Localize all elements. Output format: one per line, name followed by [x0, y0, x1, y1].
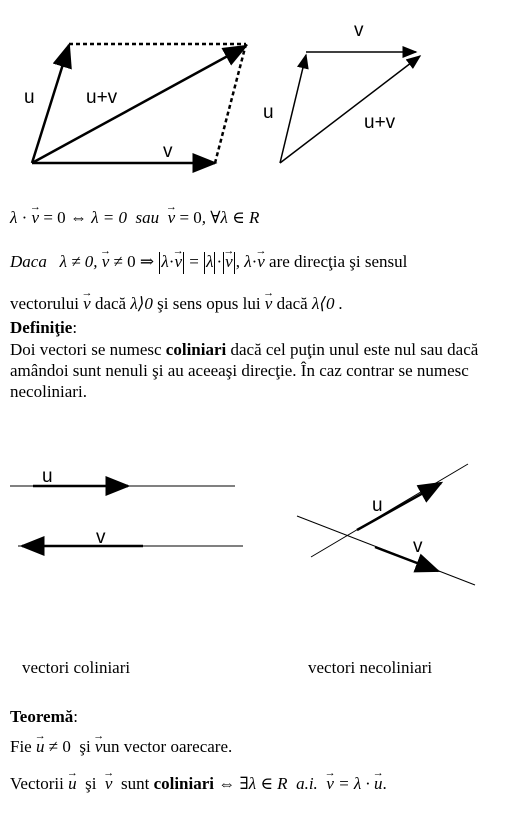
- noncollinear-v-arrow: [375, 547, 438, 571]
- collinear-figure: [0, 455, 520, 615]
- definition-text: Doi vectori se numesc coliniari dacă cel puţin unul este nul sau dacă amândoi sunt nenuli şi au aceeaşi direcţie. În caz contrar se numesc necoliniari.: [10, 340, 479, 401]
- noncollinear-label-u: u: [372, 495, 383, 516]
- theorem-hypothesis: Fie → u ≠ 0 şi → vun vector oarecare.: [10, 737, 232, 757]
- noncollinear-label-v: v: [413, 536, 423, 557]
- parallelogram-figure: [0, 0, 520, 190]
- definition-title: Definiţie:: [10, 318, 78, 337]
- collinear-label-u: u: [42, 466, 53, 487]
- equation-zero-product: λ · → v = 0 ⇔ λ = 0 sau → v = 0, ∀λ ∈ R: [10, 208, 259, 228]
- equation-sense: vectorului → v dacă λ⟩0 şi sens opus lui → v dacă λ⟨0 .: [10, 294, 343, 314]
- caption-noncollinear: vectori necoliniari: [308, 658, 433, 677]
- theorem-title: Teoremă:: [10, 707, 79, 726]
- collinear-label-v: v: [96, 527, 106, 548]
- right-vector-sum-arrow: [280, 56, 420, 163]
- right-label-v: v: [354, 20, 364, 41]
- equation-direction: Daca λ ≠ 0, → v ≠ 0 ⇒ λ·→ v = λ ·→ v , λ·→ v are direcţia şi sensul: [10, 252, 407, 274]
- right-label-sum: u+v: [364, 112, 396, 133]
- theorem-statement: Vectorii → u şi → v sunt coliniari ⇔ ∃λ ∈ R a.i. → v = λ · → u.: [10, 774, 387, 794]
- label-u: u: [24, 87, 35, 108]
- dashed-right-edge: [215, 44, 246, 163]
- label-sum: u+v: [86, 87, 118, 108]
- caption-collinear: vectori coliniari: [22, 658, 131, 677]
- noncollinear-u-arrow: [357, 483, 441, 530]
- right-label-u: u: [263, 102, 274, 123]
- label-v: v: [163, 141, 173, 162]
